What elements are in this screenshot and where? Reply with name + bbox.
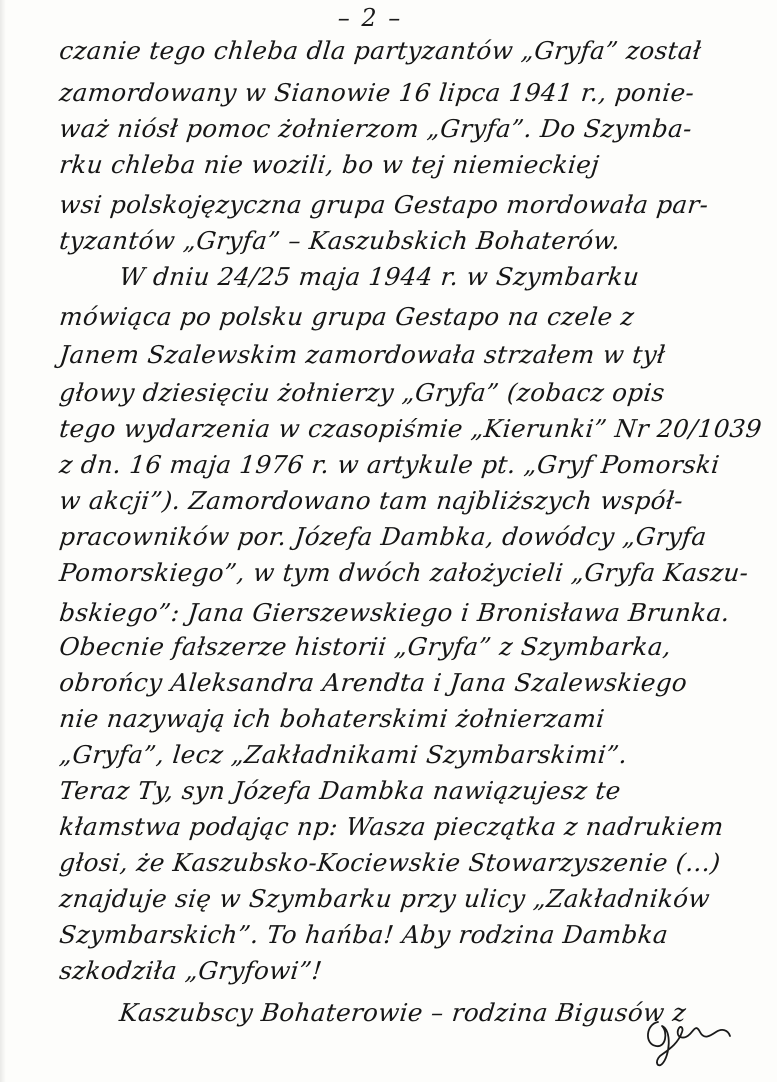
text-line: Pomorskiego”, w tym dwóch założycieli „Gryfa Kaszu- [58,558,751,587]
page-number: – 2 – [337,4,403,32]
text-line: obrońcy Aleksandra Arendta i Jana Szalewskiego [58,668,689,697]
text-line: w akcji”). Zamordowano tam najbliższych współ- [58,486,685,515]
text-line: szkodziła „Gryfowi”! [58,956,324,985]
text-line: nie nazywają ich bohaterskimi żołnierzami [58,704,607,733]
text-line: Obecnie fałszerze historii „Gryfa” z Szymbarka, [58,632,673,661]
text-line: mówiąca po polsku grupa Gestapo na czele z [58,302,636,331]
scan-shadow [0,0,6,1082]
text-line: głowy dziesięciu żołnierzy „Gryfa” (zobacz opis [58,378,667,407]
text-line: czanie tego chleba dla partyzantów „Gryfa” został [58,36,703,65]
text-line: Teraz Ty, syn Józefa Dambka nawiązujesz te [58,776,623,805]
text-line: wsi polskojęzyczna grupa Gestapo mordowała par- [58,190,711,219]
text-line: głosi, że Kaszubsko-Kociewskie Stowarzyszenie (...) [58,848,723,877]
text-line: z dn. 16 maja 1976 r. w artykule pt. „Gryf Pomorski [58,450,722,479]
text-line: znajduje się w Szymbarku przy ulicy „Zakładników [58,884,712,913]
text-line: W dniu 24/25 maja 1944 r. w Szymbarku [118,262,641,291]
text-line: Janem Szalewskim zamordowała strzałem w tył [58,340,667,369]
text-line: Kaszubscy Bohaterowie – rodzina Bigusów z [118,998,688,1027]
text-line: pracowników por. Józefa Dambka, dowódcy „Gryfa [58,522,709,551]
text-line: zamordowany w Sianowie 16 lipca 1941 r., ponie- [58,78,696,107]
text-line: bskiego”: Jana Gierszewskiego i Bronisława Brunka. [58,598,732,627]
text-line: „Gryfa”, lecz „Zakładnikami Szymbarskimi”. [58,740,629,769]
text-line: waż niósł pomoc żołnierzom „Gryfa”. Do Szymba- [58,114,694,143]
text-line: rku chleba nie wozili, bo w tej niemieckiej [58,150,601,179]
text-line: Szymbarskich”. To hańba! Aby rodzina Dambka [58,920,670,949]
text-line: tyzantów „Gryfa” – Kaszubskich Bohaterów. [58,226,622,255]
text-line: tego wydarzenia w czasopiśmie „Kierunki” Nr 20/1039 [58,414,764,443]
handwritten-signature [638,1010,738,1070]
text-line: kłamstwa podając np: Wasza pieczątka z nadrukiem [58,812,726,841]
